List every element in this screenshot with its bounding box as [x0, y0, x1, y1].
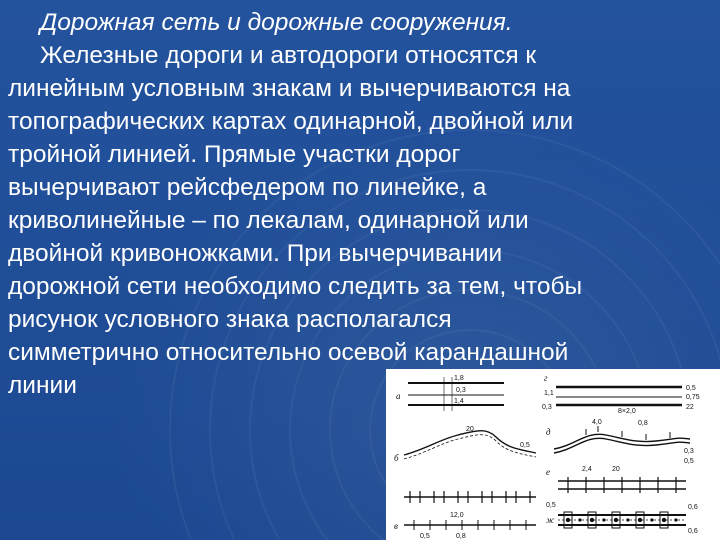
dim-label: 20 — [612, 466, 620, 473]
dim-label: 1,8 — [454, 375, 464, 382]
panel-letter-d: д — [546, 427, 551, 437]
dim-label: 4,0 — [592, 419, 602, 426]
panel-letter-a: а — [396, 391, 401, 401]
panel-letter-zh: ж — [546, 515, 555, 525]
road-symbols-figure — [386, 369, 720, 540]
panel-g-double-road — [556, 387, 682, 405]
paragraph-line: двойной кривоножками. При вычерчивании — [8, 240, 503, 267]
paragraph-line: симметрично относительно осевой карандашной — [8, 339, 569, 366]
dim-label: 0,6 — [688, 504, 698, 511]
panel-letter-e: е — [546, 467, 550, 477]
panel-v-railway — [404, 491, 536, 530]
paragraph-line: дорожной сети необходимо следить за тем, чтобы — [8, 273, 583, 300]
dim-label: 8×2,0 — [618, 408, 636, 415]
dim-label: 0,3 — [456, 387, 466, 394]
panel-zh-railway-dots — [558, 512, 686, 528]
panel-letter-v: в — [394, 521, 398, 531]
dim-label: 0,5 — [686, 385, 696, 392]
dim-label: 0,5 — [546, 502, 556, 509]
dim-label: 22 — [686, 404, 694, 411]
dim-label: 0,8 — [638, 420, 648, 427]
dim-label: 1,1 — [544, 390, 554, 397]
paragraph-line: Железные дороги и автодороги относятся к — [40, 42, 537, 69]
dim-label: 0,5 — [684, 458, 694, 465]
panel-b-curved-road — [404, 431, 536, 459]
paragraph-line: рисунок условного знака располагался — [8, 306, 452, 333]
dim-label: 12,0 — [450, 512, 464, 519]
dim-label: 0,3 — [684, 448, 694, 455]
dim-label: 0,5 — [420, 533, 430, 540]
dim-label: 1,4 — [454, 398, 464, 405]
dim-label: 0,3 — [542, 404, 552, 411]
dim-label: 20 — [466, 426, 474, 433]
paragraph-line: криволинейные – по лекалам, одинарной или — [8, 207, 529, 234]
dim-label: 2,4 — [582, 466, 592, 473]
dim-label: 0,5 — [520, 442, 530, 449]
dim-label: 0,8 — [456, 533, 466, 540]
dim-label: 0,75 — [686, 394, 700, 401]
paragraph-line: вычерчивают рейсфедером по линейке, а — [8, 174, 487, 201]
panel-e-railway — [558, 477, 686, 493]
road-symbols-drawing — [386, 369, 720, 540]
panel-a-road-lines — [408, 377, 504, 411]
paragraph-line: топографических картах одинарной, двойной или — [8, 108, 574, 135]
paragraph-line: тройной линией. Прямые участки дорог — [8, 141, 461, 168]
paragraph-line: линии — [8, 372, 77, 399]
panel-letter-b: б — [394, 453, 399, 463]
slide-title: Дорожная сеть и дорожные сооружения. — [40, 9, 513, 36]
dim-label: 0,6 — [688, 528, 698, 535]
slide-text — [8, 6, 714, 402]
paragraph-line: линейным условным знакам и вычерчиваются на — [8, 75, 571, 102]
panel-letter-g: г — [544, 373, 548, 383]
panel-d-road-with-ticks — [554, 426, 690, 453]
